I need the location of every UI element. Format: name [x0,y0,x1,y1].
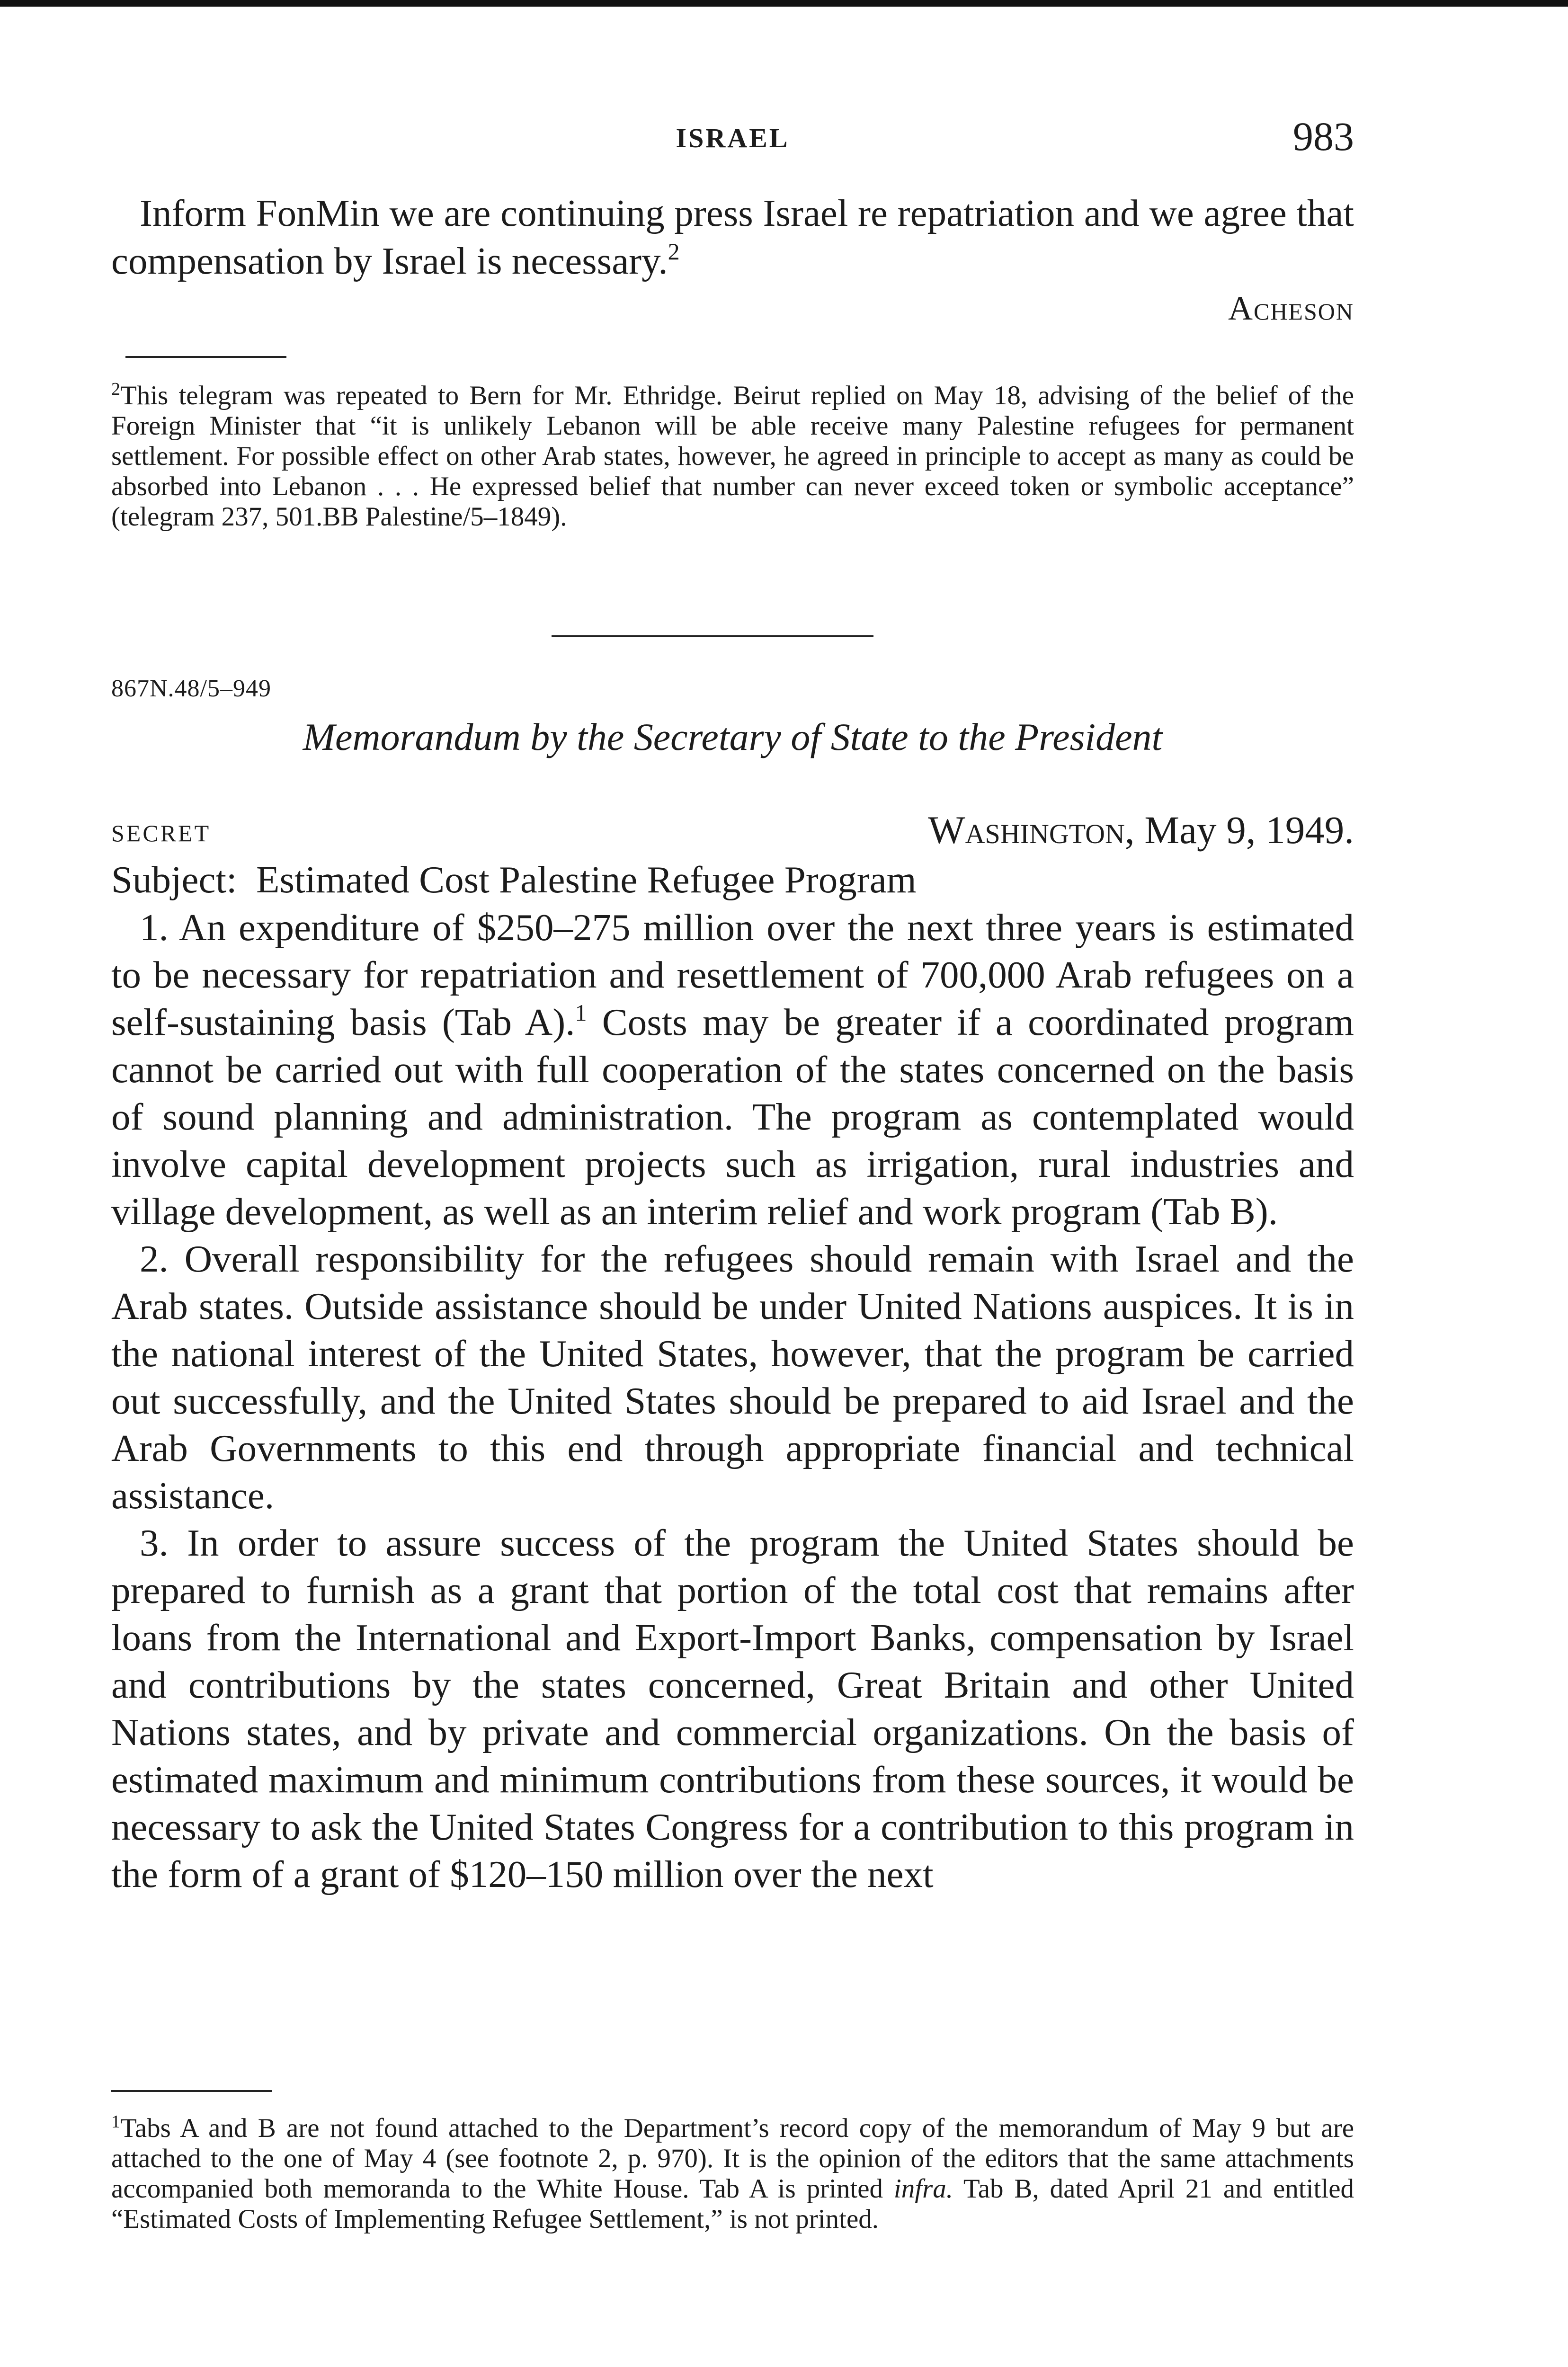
running-head [111,113,1354,159]
file-number: 867N.48/5–949 [111,675,271,702]
footnote-1-emphasis: infra. [893,2174,953,2204]
intro-section [111,189,1354,328]
scan-top-edge [0,0,1568,7]
intro-text: Inform FonMin we are continuing press Israel re repatriation and we agree that compensation by Israel is necessary. [111,192,1354,282]
subject-label: Subject: [111,858,237,901]
page-number: 983 [1293,114,1354,159]
section-divider [552,635,873,637]
paragraph-1 [111,904,1354,1235]
place: Washington [928,808,1125,852]
paragraph-1-text-cont: Costs may be greater if a coordinated program cannot be carried out with full cooperation of the states concerned on the basis of sound planning and administration. The program as contemplated would involve capital development projects such as irrigation, rural industries and village development, as well as an interim relief and work program (Tab B). [111,1001,1354,1233]
paragraph-3: 3. In order to assure success of the program the United States should be prepared to furnish as a grant that portion of the total cost that remains after loans from the International and Export-Import Banks, compensation by Israel and contributions by the states concerned, Great Britain and other United Nations states, and by private and commercial organizations. On the basis of estimated maximum and minimum contributions from these sources, it would be necessary to ask the United States Congress for a contribution to this program in the form of a grant of $120–150 million over the next [111,1522,1354,1895]
document-title: Memorandum by the Secretary of State to the President [303,715,1163,758]
running-head-title: ISRAEL [676,123,790,153]
footnote-1 [111,2107,1354,2234]
dateline [111,807,1354,854]
paragraph-2: 2. Overall responsibility for the refugees should remain with Israel and the Arab states. Outside assistance should be under United Nations auspices. It is in the national interest of the United States, however, that the program be carried out successfully, and the United States should be prepared to aid Israel and the Arab Governments to this end through appropriate financial and technical assistance. [111,1237,1354,1517]
subject-line [111,856,1354,904]
footnote-rule [125,356,286,358]
signature: Acheson [1228,289,1354,327]
footnote-ref-2: 2 [668,238,680,265]
place-date [928,807,1354,853]
footnote-marker: 2 [111,379,120,399]
footnote-1-text-cont: Tab B, dated April 21 and entitled “Estimated Costs of Implementing Refugee Settlement,” is not printed. [111,2174,1354,2234]
subject-text: Estimated Cost Palestine Refugee Program [256,858,917,901]
intro-paragraph [111,189,1354,285]
footnote-rule-bottom [111,2090,272,2092]
footnote-marker: 1 [111,2112,120,2132]
paragraph-1-text: 1. An expenditure of $250–275 million over the next three years is estimated to be necessary for repatriation and resettlement of 700,000 Arab refugees on a self-sustaining basis (Tab A). [111,906,1354,1043]
footnote-ref-1: 1 [575,999,587,1026]
classification: SECRET [111,820,211,846]
footnote-1-text: Tabs A and B are not found attached to the Department’s record copy of the memorandum of May 9 but are attached to the one of May 4 (see footnote 2, p. 970). It is the opinion of the editors that the same attachments accompanied both memoranda to the White House. Tab A is printed [111,2113,1354,2204]
footnote-2 [111,374,1354,532]
memorandum-body [111,856,1354,1898]
footnote-text: This telegram was repeated to Bern for Mr. Ethridge. Beirut replied on May 18, advising of the belief of the Foreign Minister that “it is unlikely Lebanon will be able receive many Palestine refugees for permanent settlement. For possible effect on other Arab states, however, he agreed in principle to accept as many as could be absorbed into Lebanon . . . He expressed belief that number can never exceed token or symbolic acceptance” (telegram 237, 501.BB Palestine/5–1849). [111,381,1354,532]
date: , May 9, 1949. [1124,808,1354,852]
